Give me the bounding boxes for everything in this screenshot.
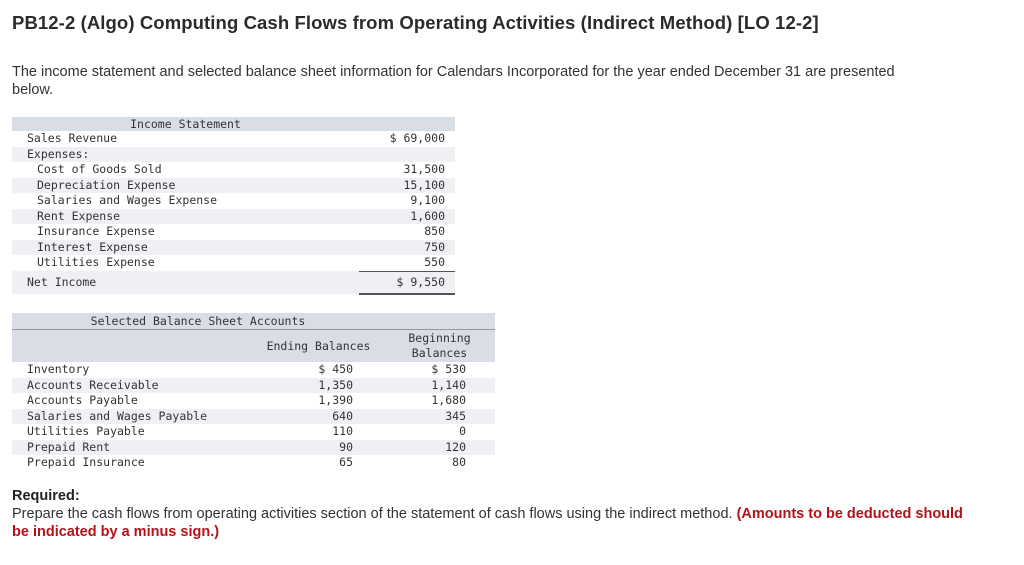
required-section: [12, 487, 972, 541]
net-income-label: Net Income: [12, 271, 359, 294]
col-beginning-balances: [384, 330, 495, 363]
ending-balance: 110: [332, 424, 353, 438]
col-beginning-line2: Balances: [411, 346, 468, 360]
expense-label: Utilities Expense: [37, 255, 155, 270]
col-ending-balances: Ending Balances: [253, 330, 384, 363]
expense-label: Insurance Expense: [37, 224, 155, 238]
expense-label: Rent Expense: [12, 209, 359, 225]
account-label: Inventory: [27, 362, 90, 376]
expense-value: 750: [359, 240, 455, 256]
intro-text: The income statement and selected balance sheet information for Calendars Incorporated for the year ended December 31 are presented below.: [12, 64, 895, 98]
income-statement-header: Income Statement: [12, 117, 359, 131]
beginning-balance: 80: [452, 455, 466, 469]
expense-label: Depreciation Expense: [12, 178, 359, 194]
balance-sheet-header: Selected Balance Sheet Accounts: [12, 313, 384, 330]
ending-balance: 1,350: [253, 378, 384, 394]
account-label: Utilities Payable: [27, 424, 145, 438]
required-label: Required:: [12, 488, 80, 504]
account-label: Salaries and Wages Payable: [12, 409, 253, 425]
account-label: Prepaid Insurance: [27, 455, 145, 469]
net-income-value: $ 9,550: [359, 271, 455, 294]
ending-balance: 640: [253, 409, 384, 425]
ending-balance: 90: [253, 440, 384, 456]
expense-value: 15,100: [359, 178, 455, 194]
ending-balance: $ 450: [318, 362, 353, 376]
balance-sheet-table: [12, 313, 495, 471]
expense-value: 850: [424, 224, 445, 238]
expense-label: Salaries and Wages Expense: [37, 193, 218, 207]
expense-value: 31,500: [403, 162, 445, 176]
beginning-balance: 1,680: [431, 393, 466, 407]
beginning-balance: 120: [384, 440, 495, 456]
account-label: Prepaid Rent: [12, 440, 253, 456]
beginning-balance: 345: [384, 409, 495, 425]
beginning-balance: 0: [459, 424, 466, 438]
sales-revenue-label: Sales Revenue: [27, 131, 118, 145]
required-text: Prepare the cash flows from operating activities section of the statement of cash flows using the indirect method.: [12, 506, 737, 522]
ending-balance: 1,390: [318, 393, 353, 407]
required-instructions: [12, 505, 972, 541]
ending-balance: 65: [339, 455, 353, 469]
expense-label: Cost of Goods Sold: [37, 162, 162, 176]
page-title: PB12-2 (Algo) Computing Cash Flows from Operating Activities (Indirect Method) [LO 12-2]: [12, 12, 819, 33]
account-label: Accounts Receivable: [12, 378, 253, 394]
account-label: Accounts Payable: [27, 393, 138, 407]
beginning-balance: 1,140: [384, 378, 495, 394]
col-beginning-line1: Beginning: [408, 331, 471, 345]
beginning-balance: $ 530: [431, 362, 466, 376]
required-note: (Amounts to be deducted should be indicated by a minus sign.): [12, 506, 963, 540]
sales-revenue-value: $ 69,000: [389, 131, 445, 145]
income-statement-table: [12, 117, 455, 295]
expenses-label: Expenses:: [12, 147, 359, 163]
expense-value: 550: [359, 255, 455, 271]
expense-value: 1,600: [359, 209, 455, 225]
expense-value: 9,100: [410, 193, 445, 207]
expense-label: Interest Expense: [12, 240, 359, 256]
